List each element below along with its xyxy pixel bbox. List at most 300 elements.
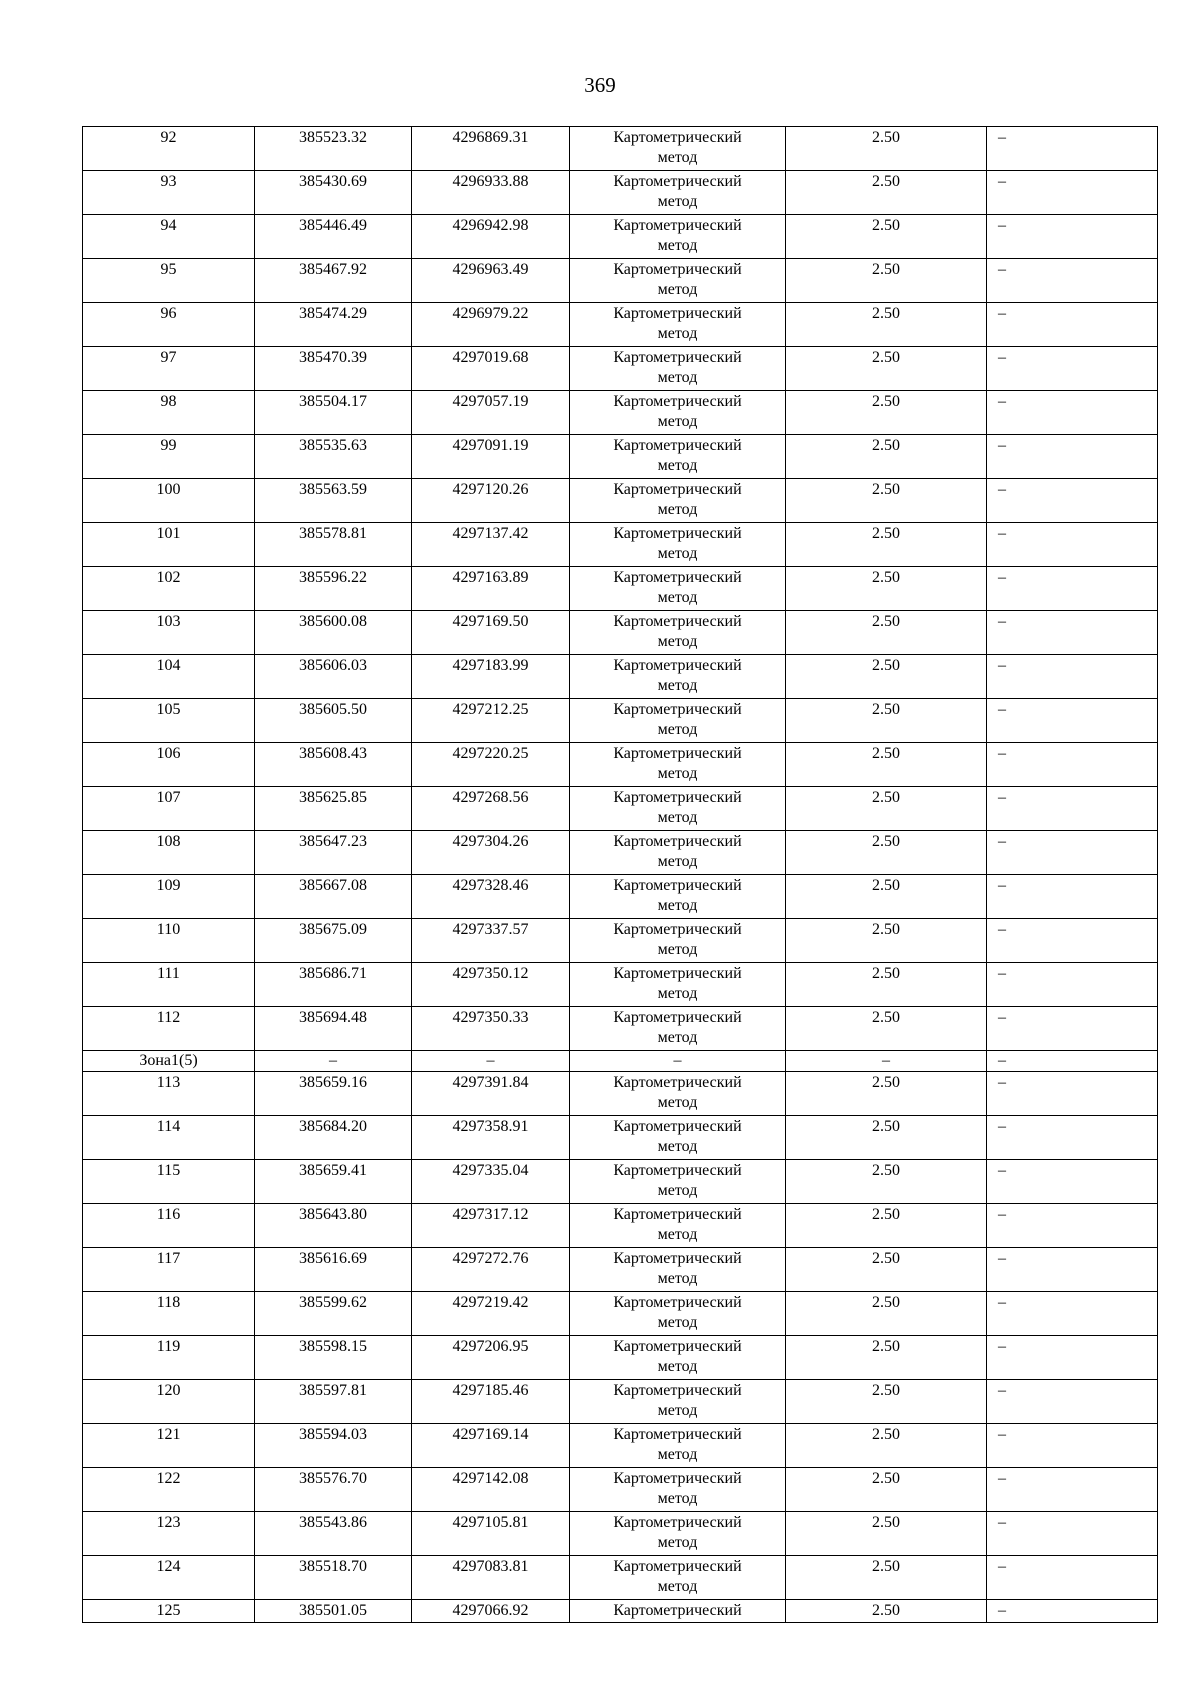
method-text: метод	[657, 1094, 698, 1111]
point-number-cell: 118	[83, 1292, 255, 1336]
point-number-cell: Зона1(5)	[83, 1051, 255, 1072]
table-row	[83, 215, 1158, 259]
method-text: метод	[657, 413, 698, 430]
coord-y-cell: 4297328.46	[412, 875, 570, 919]
method-text: метод	[657, 1270, 698, 1287]
note-cell: –	[987, 259, 1158, 303]
note-cell: –	[987, 1051, 1158, 1072]
accuracy-cell: 2.50	[786, 1556, 987, 1600]
accuracy-cell: 2.50	[786, 127, 987, 171]
method-text: метод	[657, 369, 698, 386]
method-cell	[570, 391, 786, 435]
boundary-points-table	[82, 126, 1158, 1623]
method-cell	[570, 1160, 786, 1204]
method-text: Картометрический	[613, 1426, 742, 1443]
method-text: метод	[657, 589, 698, 606]
coord-x-cell: 385563.59	[255, 479, 412, 523]
coord-x-cell: 385523.32	[255, 127, 412, 171]
point-number-cell: 108	[83, 831, 255, 875]
coord-y-cell: 4297358.91	[412, 1116, 570, 1160]
method-cell	[570, 1116, 786, 1160]
point-number-cell: 117	[83, 1248, 255, 1292]
coord-x-cell: 385647.23	[255, 831, 412, 875]
method-text: Картометрический	[613, 217, 742, 234]
accuracy-cell: 2.50	[786, 1204, 987, 1248]
note-cell: –	[987, 831, 1158, 875]
table-row	[83, 435, 1158, 479]
method-cell	[570, 171, 786, 215]
coord-y-cell: 4297142.08	[412, 1468, 570, 1512]
method-cell	[570, 1556, 786, 1600]
coord-y-cell: 4297317.12	[412, 1204, 570, 1248]
point-number-cell: 106	[83, 743, 255, 787]
method-text: Картометрический	[613, 745, 742, 762]
method-text: метод	[657, 501, 698, 518]
coord-x-cell: 385597.81	[255, 1380, 412, 1424]
method-text: Картометрический	[613, 1206, 742, 1223]
table-row	[83, 171, 1158, 215]
method-cell	[570, 1248, 786, 1292]
method-text: Картометрический	[613, 1009, 742, 1026]
method-text: Картометрический	[613, 965, 742, 982]
method-text: метод	[657, 633, 698, 650]
accuracy-cell: 2.50	[786, 523, 987, 567]
accuracy-cell: 2.50	[786, 1468, 987, 1512]
point-number-cell: 97	[83, 347, 255, 391]
table-row	[83, 1556, 1158, 1600]
method-text: метод	[657, 985, 698, 1002]
method-text: метод	[657, 897, 698, 914]
coord-y-cell: 4297120.26	[412, 479, 570, 523]
table-row	[83, 1204, 1158, 1248]
method-cell	[570, 963, 786, 1007]
method-text: Картометрический	[613, 1602, 742, 1619]
accuracy-cell: 2.50	[786, 699, 987, 743]
method-text: Картометрический	[613, 1514, 742, 1531]
method-text: Картометрический	[613, 657, 742, 674]
method-text: Картометрический	[613, 789, 742, 806]
method-text: Картометрический	[613, 525, 742, 542]
table-row	[83, 963, 1158, 1007]
method-text: метод	[657, 545, 698, 562]
coord-y-cell: 4297083.81	[412, 1556, 570, 1600]
coord-y-cell: 4297350.33	[412, 1007, 570, 1051]
accuracy-cell: 2.50	[786, 391, 987, 435]
accuracy-cell: 2.50	[786, 171, 987, 215]
method-text: Картометрический	[613, 349, 742, 366]
point-number-cell: 116	[83, 1204, 255, 1248]
point-number-cell: 94	[83, 215, 255, 259]
accuracy-cell: 2.50	[786, 743, 987, 787]
method-text: Картометрический	[613, 1074, 742, 1091]
method-text: Картометрический	[613, 877, 742, 894]
note-cell: –	[987, 215, 1158, 259]
coord-y-cell: 4296979.22	[412, 303, 570, 347]
accuracy-cell: 2.50	[786, 479, 987, 523]
point-number-cell: 109	[83, 875, 255, 919]
accuracy-cell: 2.50	[786, 875, 987, 919]
point-number-cell: 107	[83, 787, 255, 831]
note-cell: –	[987, 1160, 1158, 1204]
point-number-cell: 100	[83, 479, 255, 523]
coord-y-cell: 4297105.81	[412, 1512, 570, 1556]
method-cell	[570, 567, 786, 611]
method-cell	[570, 523, 786, 567]
coord-y-cell: –	[412, 1051, 570, 1072]
coord-y-cell: 4297163.89	[412, 567, 570, 611]
method-cell	[570, 875, 786, 919]
method-text: метод	[657, 149, 698, 166]
method-text: метод	[657, 677, 698, 694]
coord-y-cell: 4297137.42	[412, 523, 570, 567]
point-number-cell: 120	[83, 1380, 255, 1424]
coord-x-cell: 385430.69	[255, 171, 412, 215]
method-text: Картометрический	[613, 305, 742, 322]
table-row	[83, 831, 1158, 875]
method-text: Картометрический	[613, 833, 742, 850]
coord-y-cell: 4297183.99	[412, 655, 570, 699]
table-row	[83, 391, 1158, 435]
accuracy-cell: 2.50	[786, 347, 987, 391]
accuracy-cell: 2.50	[786, 1424, 987, 1468]
note-cell: –	[987, 1072, 1158, 1116]
coord-x-cell: 385616.69	[255, 1248, 412, 1292]
accuracy-cell: 2.50	[786, 611, 987, 655]
coord-y-cell: 4297057.19	[412, 391, 570, 435]
method-cell	[570, 259, 786, 303]
coord-x-cell: 385606.03	[255, 655, 412, 699]
table-row	[83, 919, 1158, 963]
method-cell	[570, 1380, 786, 1424]
method-text: Картометрический	[613, 921, 742, 938]
note-cell: –	[987, 391, 1158, 435]
method-text: Картометрический	[613, 393, 742, 410]
note-cell: –	[987, 1204, 1158, 1248]
method-cell	[570, 1292, 786, 1336]
point-number-cell: 98	[83, 391, 255, 435]
accuracy-cell: 2.50	[786, 787, 987, 831]
coord-x-cell: 385694.48	[255, 1007, 412, 1051]
point-number-cell: 110	[83, 919, 255, 963]
point-number-cell: 125	[83, 1600, 255, 1623]
coord-y-cell: 4296942.98	[412, 215, 570, 259]
accuracy-cell: –	[786, 1051, 987, 1072]
coord-y-cell: 4297219.42	[412, 1292, 570, 1336]
coord-y-cell: 4297169.14	[412, 1424, 570, 1468]
method-text: Картометрический	[613, 1558, 742, 1575]
method-cell	[570, 699, 786, 743]
coord-y-cell: 4297066.92	[412, 1600, 570, 1623]
note-cell: –	[987, 1007, 1158, 1051]
method-text: Картометрический	[613, 173, 742, 190]
method-cell	[570, 1072, 786, 1116]
coord-x-cell: 385578.81	[255, 523, 412, 567]
table-row	[83, 743, 1158, 787]
coord-y-cell: 4297391.84	[412, 1072, 570, 1116]
coord-x-cell: 385625.85	[255, 787, 412, 831]
method-text: Картометрический	[613, 129, 742, 146]
note-cell: –	[987, 1556, 1158, 1600]
table-row	[83, 479, 1158, 523]
method-text: Картометрический	[613, 1250, 742, 1267]
coord-x-cell: 385596.22	[255, 567, 412, 611]
coord-x-cell: 385594.03	[255, 1424, 412, 1468]
table-row	[83, 1160, 1158, 1204]
point-number-cell: 112	[83, 1007, 255, 1051]
coord-x-cell: 385518.70	[255, 1556, 412, 1600]
coord-x-cell: 385504.17	[255, 391, 412, 435]
method-text: метод	[657, 721, 698, 738]
coord-x-cell: 385643.80	[255, 1204, 412, 1248]
method-cell	[570, 435, 786, 479]
note-cell: –	[987, 1380, 1158, 1424]
method-cell	[570, 1600, 786, 1623]
note-cell: –	[987, 171, 1158, 215]
method-cell	[570, 611, 786, 655]
point-number-cell: 99	[83, 435, 255, 479]
coord-x-cell: 385467.92	[255, 259, 412, 303]
method-text: метод	[657, 1578, 698, 1595]
method-text: Картометрический	[613, 261, 742, 278]
accuracy-cell: 2.50	[786, 1336, 987, 1380]
table-row	[83, 699, 1158, 743]
note-cell: –	[987, 655, 1158, 699]
point-number-cell: 104	[83, 655, 255, 699]
method-text: метод	[657, 1358, 698, 1375]
accuracy-cell: 2.50	[786, 1007, 987, 1051]
zone-header-row	[83, 1051, 1158, 1072]
note-cell: –	[987, 919, 1158, 963]
method-text: метод	[657, 765, 698, 782]
table-row	[83, 1380, 1158, 1424]
table-row	[83, 1468, 1158, 1512]
point-number-cell: 113	[83, 1072, 255, 1116]
method-text: Картометрический	[613, 437, 742, 454]
table-row	[83, 303, 1158, 347]
method-text: метод	[657, 325, 698, 342]
method-text: метод	[657, 193, 698, 210]
coord-y-cell: 4297272.76	[412, 1248, 570, 1292]
coord-x-cell: 385684.20	[255, 1116, 412, 1160]
method-text: Картометрический	[613, 1470, 742, 1487]
point-number-cell: 96	[83, 303, 255, 347]
coord-x-cell: 385605.50	[255, 699, 412, 743]
table-row	[83, 611, 1158, 655]
coord-x-cell: 385600.08	[255, 611, 412, 655]
method-cell	[570, 215, 786, 259]
note-cell: –	[987, 699, 1158, 743]
coord-x-cell: 385686.71	[255, 963, 412, 1007]
accuracy-cell: 2.50	[786, 1512, 987, 1556]
accuracy-cell: 2.50	[786, 1248, 987, 1292]
table-row	[83, 523, 1158, 567]
table-body	[83, 127, 1158, 1623]
coord-x-cell: 385576.70	[255, 1468, 412, 1512]
method-text: Картометрический	[613, 1118, 742, 1135]
method-text: метод	[657, 281, 698, 298]
table-row	[83, 1248, 1158, 1292]
table-row	[83, 1600, 1158, 1623]
note-cell: –	[987, 1116, 1158, 1160]
method-text: метод	[657, 1226, 698, 1243]
method-cell	[570, 743, 786, 787]
table-row	[83, 1292, 1158, 1336]
point-number-cell: 119	[83, 1336, 255, 1380]
note-cell: –	[987, 1292, 1158, 1336]
accuracy-cell: 2.50	[786, 1292, 987, 1336]
coord-x-cell: 385667.08	[255, 875, 412, 919]
accuracy-cell: 2.50	[786, 1600, 987, 1623]
note-cell: –	[987, 1336, 1158, 1380]
table-row	[83, 1336, 1158, 1380]
method-cell	[570, 1204, 786, 1248]
point-number-cell: 114	[83, 1116, 255, 1160]
note-cell: –	[987, 1424, 1158, 1468]
table-row	[83, 127, 1158, 171]
coord-x-cell: 385501.05	[255, 1600, 412, 1623]
coord-y-cell: 4297185.46	[412, 1380, 570, 1424]
method-text: метод	[657, 1138, 698, 1155]
point-number-cell: 93	[83, 171, 255, 215]
coord-x-cell: 385598.15	[255, 1336, 412, 1380]
note-cell: –	[987, 743, 1158, 787]
coord-y-cell: 4296933.88	[412, 171, 570, 215]
coord-x-cell: 385535.63	[255, 435, 412, 479]
coord-y-cell: 4296963.49	[412, 259, 570, 303]
method-cell	[570, 1336, 786, 1380]
point-number-cell: 115	[83, 1160, 255, 1204]
coord-x-cell: 385474.29	[255, 303, 412, 347]
note-cell: –	[987, 611, 1158, 655]
point-number-cell: 92	[83, 127, 255, 171]
accuracy-cell: 2.50	[786, 1072, 987, 1116]
note-cell: –	[987, 1248, 1158, 1292]
coord-y-cell: 4297220.25	[412, 743, 570, 787]
note-cell: –	[987, 787, 1158, 831]
method-text: Картометрический	[613, 1338, 742, 1355]
table-row	[83, 875, 1158, 919]
coord-y-cell: 4297304.26	[412, 831, 570, 875]
method-cell	[570, 127, 786, 171]
note-cell: –	[987, 435, 1158, 479]
coord-x-cell: 385543.86	[255, 1512, 412, 1556]
table-row	[83, 1116, 1158, 1160]
point-number-cell: 121	[83, 1424, 255, 1468]
point-number-cell: 111	[83, 963, 255, 1007]
coord-y-cell: 4297019.68	[412, 347, 570, 391]
point-number-cell: 122	[83, 1468, 255, 1512]
coord-y-cell: 4297337.57	[412, 919, 570, 963]
coord-x-cell: 385470.39	[255, 347, 412, 391]
accuracy-cell: 2.50	[786, 259, 987, 303]
method-text: метод	[657, 457, 698, 474]
point-number-cell: 103	[83, 611, 255, 655]
note-cell: –	[987, 1512, 1158, 1556]
point-number-cell: 124	[83, 1556, 255, 1600]
method-text: метод	[657, 1446, 698, 1463]
method-cell	[570, 655, 786, 699]
note-cell: –	[987, 1600, 1158, 1623]
accuracy-cell: 2.50	[786, 963, 987, 1007]
table-row	[83, 1512, 1158, 1556]
table-row	[83, 347, 1158, 391]
accuracy-cell: 2.50	[786, 1160, 987, 1204]
accuracy-cell: 2.50	[786, 215, 987, 259]
coord-y-cell: 4297169.50	[412, 611, 570, 655]
method-cell	[570, 831, 786, 875]
coord-x-cell: 385599.62	[255, 1292, 412, 1336]
method-text: Картометрический	[613, 1294, 742, 1311]
table-row	[83, 567, 1158, 611]
method-cell	[570, 479, 786, 523]
method-cell	[570, 1512, 786, 1556]
table-row	[83, 655, 1158, 699]
method-cell	[570, 303, 786, 347]
accuracy-cell: 2.50	[786, 567, 987, 611]
note-cell: –	[987, 567, 1158, 611]
method-text: метод	[657, 1314, 698, 1331]
accuracy-cell: 2.50	[786, 435, 987, 479]
coord-y-cell: 4297091.19	[412, 435, 570, 479]
accuracy-cell: 2.50	[786, 919, 987, 963]
page-number: 369	[584, 73, 616, 97]
coord-y-cell: 4297212.25	[412, 699, 570, 743]
table-row	[83, 1007, 1158, 1051]
note-cell: –	[987, 479, 1158, 523]
coord-x-cell: –	[255, 1051, 412, 1072]
coord-y-cell: 4297335.04	[412, 1160, 570, 1204]
method-text: метод	[657, 809, 698, 826]
note-cell: –	[987, 963, 1158, 1007]
method-text: Картометрический	[613, 1382, 742, 1399]
coord-y-cell: 4297268.56	[412, 787, 570, 831]
method-text: метод	[657, 1490, 698, 1507]
coord-y-cell: 4297206.95	[412, 1336, 570, 1380]
method-text: метод	[657, 1029, 698, 1046]
coord-y-cell: 4296869.31	[412, 127, 570, 171]
note-cell: –	[987, 875, 1158, 919]
method-text: –	[673, 1052, 682, 1069]
coord-y-cell: 4297350.12	[412, 963, 570, 1007]
accuracy-cell: 2.50	[786, 831, 987, 875]
accuracy-cell: 2.50	[786, 1380, 987, 1424]
method-cell	[570, 1007, 786, 1051]
point-number-cell: 95	[83, 259, 255, 303]
table-row	[83, 787, 1158, 831]
method-text: Картометрический	[613, 613, 742, 630]
method-text: метод	[657, 1182, 698, 1199]
accuracy-cell: 2.50	[786, 303, 987, 347]
point-number-cell: 105	[83, 699, 255, 743]
method-text: метод	[657, 1402, 698, 1419]
coord-x-cell: 385446.49	[255, 215, 412, 259]
method-cell	[570, 919, 786, 963]
table-row	[83, 1072, 1158, 1116]
method-text: метод	[657, 853, 698, 870]
point-number-cell: 102	[83, 567, 255, 611]
table-row	[83, 259, 1158, 303]
method-text: метод	[657, 1534, 698, 1551]
accuracy-cell: 2.50	[786, 1116, 987, 1160]
note-cell: –	[987, 347, 1158, 391]
note-cell: –	[987, 1468, 1158, 1512]
method-text: Картометрический	[613, 569, 742, 586]
method-text: Картометрический	[613, 1162, 742, 1179]
coord-x-cell: 385659.41	[255, 1160, 412, 1204]
coord-x-cell: 385675.09	[255, 919, 412, 963]
method-cell	[570, 787, 786, 831]
method-cell	[570, 1424, 786, 1468]
